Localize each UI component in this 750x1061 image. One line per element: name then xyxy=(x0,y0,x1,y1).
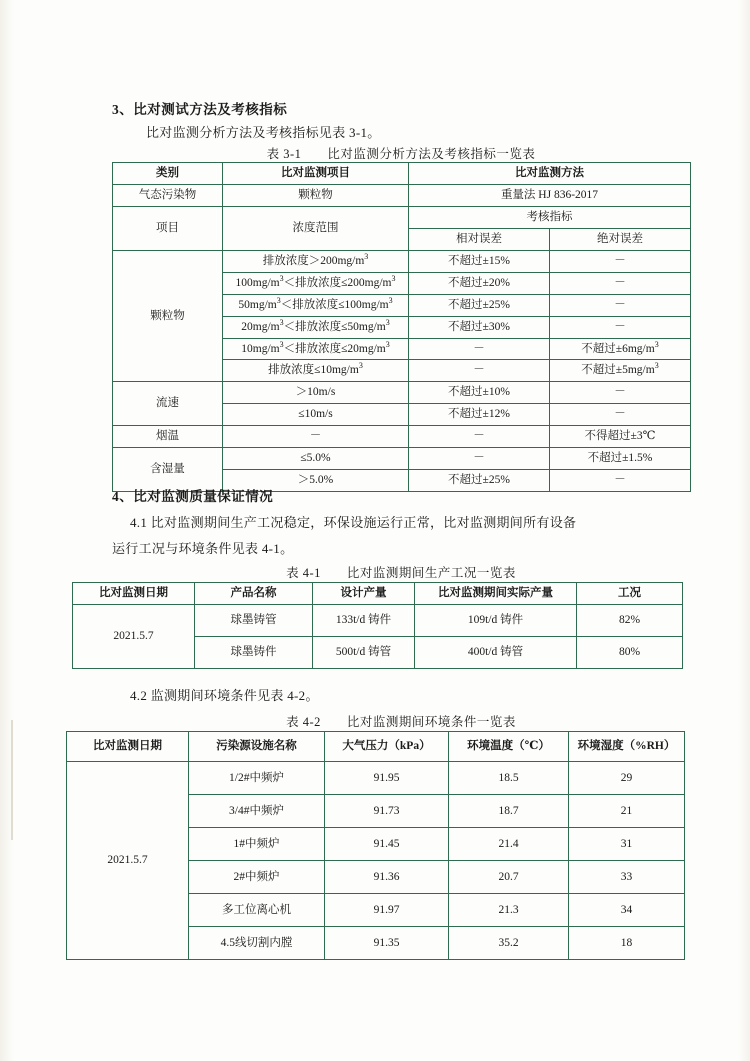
cell-conc-range-label: 浓度范围 xyxy=(223,206,409,250)
table-row xyxy=(67,762,685,795)
cell-group-humid: 含湿量 xyxy=(113,448,223,492)
cell-42-temperature-1: 18.7 xyxy=(449,795,569,828)
cell-41-condition-1: 80% xyxy=(577,636,683,668)
th-41-actual: 比对监测期间实际产量 xyxy=(415,583,577,605)
scan-edge-left xyxy=(0,0,14,1061)
cell-42-facility-5: 4.5线切割内膛 xyxy=(189,927,325,960)
cell-pm-range-5: 排放浓度$\le 10mg/m^3$ xyxy=(223,360,409,382)
table-row xyxy=(113,206,691,228)
cell-42-facility-0: 1/2#中频炉 xyxy=(189,762,325,795)
cell-humid-rel-1: 不超过±25% xyxy=(409,470,550,492)
cell-42-facility-4: 多工位离心机 xyxy=(189,894,325,927)
cell-item-label: 项目 xyxy=(113,206,223,250)
cell-42-pressure-5: 91.35 xyxy=(325,927,449,960)
cell-41-design-0: 133t/d 铸件 xyxy=(313,604,415,636)
table-4-1 xyxy=(72,582,683,669)
cell-pm-abs-1: － xyxy=(550,272,691,294)
table-4-2-caption xyxy=(112,712,690,730)
table-4-1-caption-number: 表 4-1 xyxy=(286,566,321,580)
th-method: 比对监测方法 xyxy=(409,163,691,185)
cell-41-actual-0: 109t/d 铸件 xyxy=(415,604,577,636)
cell-42-facility-2: 1#中频炉 xyxy=(189,828,325,861)
table-row xyxy=(113,382,691,404)
cell-42-date: 2021.5.7 xyxy=(67,762,189,960)
table-3-1-caption xyxy=(112,144,690,162)
section-3-heading: 3、比对测试方法及考核指标 xyxy=(112,102,288,117)
table-4-2-caption-number: 表 4-2 xyxy=(286,715,321,729)
cell-pm-rel-5: － xyxy=(409,360,550,382)
cell-pm-rel-4: － xyxy=(409,338,550,360)
table-4-2-wrapper xyxy=(66,731,685,960)
th-41-design: 设计产量 xyxy=(313,583,415,605)
cell-pm-range-0: 排放浓度$>200mg/m^3$ xyxy=(223,250,409,272)
cell-42-humidity-5: 18 xyxy=(569,927,685,960)
scan-edge-right xyxy=(738,0,750,1061)
cell-humid-abs-1: － xyxy=(550,470,691,492)
th-41-condition: 工况 xyxy=(577,583,683,605)
cell-gas-item: 颗粒物 xyxy=(223,184,409,206)
section-4-paragraph-3: 4.2 监测期间环境条件见表 4-2。 xyxy=(130,688,319,703)
table-4-2 xyxy=(66,731,685,960)
cell-pm-rel-2: 不超过±25% xyxy=(409,294,550,316)
cell-41-condition-0: 82% xyxy=(577,604,683,636)
cell-group-temp: 烟温 xyxy=(113,426,223,448)
cell-42-pressure-3: 91.36 xyxy=(325,861,449,894)
th-41-product: 产品名称 xyxy=(195,583,313,605)
cell-pm-rel-1: 不超过±20% xyxy=(409,272,550,294)
cell-42-pressure-4: 91.97 xyxy=(325,894,449,927)
cell-gas-method: 重量法 HJ 836-2017 xyxy=(409,184,691,206)
cell-pm-range-1: $100mg/m^3<$排放浓度$\le 200mg/m^3$ xyxy=(223,272,409,294)
cell-pm-rel-3: 不超过±30% xyxy=(409,316,550,338)
scan-artifact-mark xyxy=(11,720,13,840)
th-42-humidity: 环境湿度（%RH） xyxy=(569,732,685,762)
th-item: 比对监测项目 xyxy=(223,163,409,185)
cell-humid-rel-0: － xyxy=(409,448,550,470)
cell-gas-pollutant: 气态污染物 xyxy=(113,184,223,206)
section-4-paragraph-1: 4.1 比对监测期间生产工况稳定，环保设施运行正常，比对监测期间所有设备 xyxy=(130,515,577,530)
cell-42-humidity-0: 29 xyxy=(569,762,685,795)
cell-absolute-error-label: 绝对误差 xyxy=(550,228,691,250)
cell-group-pm: 颗粒物 xyxy=(113,250,223,382)
cell-42-pressure-1: 91.73 xyxy=(325,795,449,828)
th-category: 类别 xyxy=(113,163,223,185)
cell-42-humidity-4: 34 xyxy=(569,894,685,927)
cell-pm-abs-4: 不超过$\pm 6mg/m^3$ xyxy=(550,338,691,360)
table-4-1-wrapper xyxy=(72,582,683,669)
th-41-date: 比对监测日期 xyxy=(73,583,195,605)
cell-pm-range-4: $10mg/m^3<$排放浓度$\le 20mg/m^3$ xyxy=(223,338,409,360)
cell-42-temperature-0: 18.5 xyxy=(449,762,569,795)
table-row xyxy=(73,583,683,605)
cell-pm-abs-3: － xyxy=(550,316,691,338)
cell-flow-abs-0: － xyxy=(550,382,691,404)
cell-temp-rel: － xyxy=(409,426,550,448)
cell-42-facility-3: 2#中频炉 xyxy=(189,861,325,894)
cell-41-product-0: 球墨铸管 xyxy=(195,604,313,636)
cell-42-pressure-2: 91.45 xyxy=(325,828,449,861)
cell-41-design-1: 500t/d 铸管 xyxy=(313,636,415,668)
cell-42-humidity-3: 33 xyxy=(569,861,685,894)
cell-pm-abs-0: － xyxy=(550,250,691,272)
cell-pm-rel-0: 不超过±15% xyxy=(409,250,550,272)
th-42-facility: 污染源设施名称 xyxy=(189,732,325,762)
cell-42-facility-1: 3/4#中频炉 xyxy=(189,795,325,828)
cell-41-product-1: 球墨铸件 xyxy=(195,636,313,668)
cell-pm-abs-5: 不超过$\pm 5mg/m^3$ xyxy=(550,360,691,382)
cell-42-temperature-5: 35.2 xyxy=(449,927,569,960)
cell-flow-abs-1: － xyxy=(550,404,691,426)
cell-flow-range-0: ＞10m/s xyxy=(223,382,409,404)
cell-flow-rel-1: 不超过±12% xyxy=(409,404,550,426)
cell-group-flow: 流速 xyxy=(113,382,223,426)
table-row xyxy=(113,184,691,206)
table-row xyxy=(113,448,691,470)
table-3-1 xyxy=(112,162,691,492)
cell-pm-range-2: $50mg/m^3<$排放浓度$\le 100mg/m^3$ xyxy=(223,294,409,316)
cell-humid-range-0: ≤5.0% xyxy=(223,448,409,470)
table-row xyxy=(113,250,691,272)
table-row xyxy=(113,163,691,185)
cell-flow-rel-0: 不超过±10% xyxy=(409,382,550,404)
section-3-paragraph: 比对监测分析方法及考核指标见表 3-1。 xyxy=(146,125,381,140)
cell-temp-abs: 不得超过±3℃ xyxy=(550,426,691,448)
cell-41-actual-1: 400t/d 铸管 xyxy=(415,636,577,668)
cell-42-humidity-1: 21 xyxy=(569,795,685,828)
table-4-1-caption xyxy=(112,563,690,581)
section-4-paragraph-2: 运行工况与环境条件见表 4-1。 xyxy=(112,541,294,556)
cell-41-date: 2021.5.7 xyxy=(73,604,195,668)
table-3-1-caption-number: 表 3-1 xyxy=(266,147,302,161)
cell-flow-range-1: ≤10m/s xyxy=(223,404,409,426)
section-4-heading: 4、比对监测质量保证情况 xyxy=(112,489,274,504)
cell-pm-abs-2: － xyxy=(550,294,691,316)
table-4-1-caption-text: 比对监测期间生产工况一览表 xyxy=(346,566,516,580)
table-4-2-caption-text: 比对监测期间环境条件一览表 xyxy=(346,715,516,729)
cell-pm-range-3: $20mg/m^3<$排放浓度$\le 50mg/m^3$ xyxy=(223,316,409,338)
table-3-1-wrapper xyxy=(112,162,691,492)
table-row xyxy=(67,732,685,762)
cell-42-temperature-4: 21.3 xyxy=(449,894,569,927)
table-row xyxy=(113,426,691,448)
cell-42-temperature-3: 20.7 xyxy=(449,861,569,894)
cell-humid-abs-0: 不超过±1.5% xyxy=(550,448,691,470)
cell-42-humidity-2: 31 xyxy=(569,828,685,861)
cell-temp-range: － xyxy=(223,426,409,448)
th-42-pressure: 大气压力（kPa） xyxy=(325,732,449,762)
cell-42-pressure-0: 91.95 xyxy=(325,762,449,795)
table-3-1-caption-text: 比对监测分析方法及考核指标一览表 xyxy=(327,147,536,161)
table-row xyxy=(73,604,683,636)
cell-assess-label: 考核指标 xyxy=(409,206,691,228)
th-42-temperature: 环境温度（℃） xyxy=(449,732,569,762)
cell-humid-range-1: ＞5.0% xyxy=(223,470,409,492)
th-42-date: 比对监测日期 xyxy=(67,732,189,762)
cell-relative-error-label: 相对误差 xyxy=(409,228,550,250)
cell-42-temperature-2: 21.4 xyxy=(449,828,569,861)
